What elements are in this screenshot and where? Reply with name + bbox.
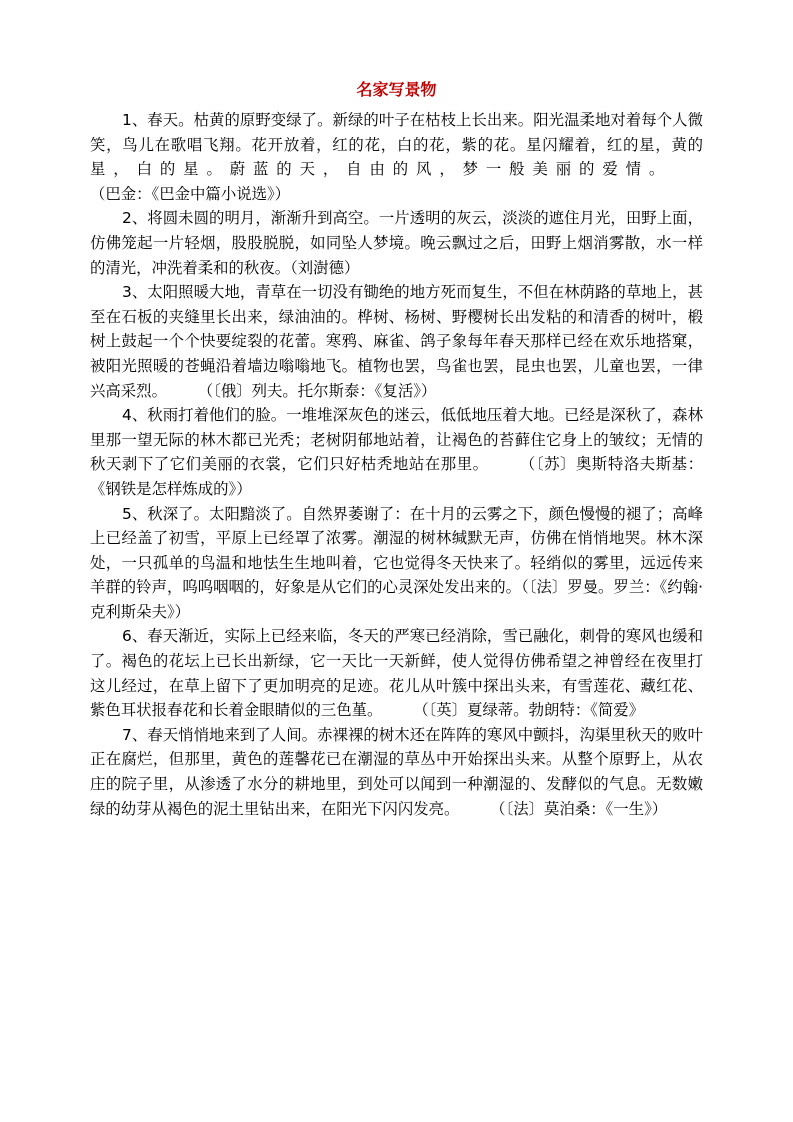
paragraph-source: （巴金：《巴金中篇小说选》） bbox=[90, 184, 291, 203]
document-body bbox=[90, 108, 703, 821]
paragraph-2 bbox=[90, 206, 703, 280]
paragraph-4 bbox=[90, 403, 703, 501]
paragraph-text: 7、春天悄悄地来到了人间。赤裸裸的树木还在阵阵的寒风中颤抖，沟渠里秋天的败叶正在腐烂，但那里，黄色的莲馨花已在潮湿的草丛中开始探出头来。从整个原野上，从农庄的院子里，从渗透了水分的耕地里，到处可以闻到一种潮湿的、发酵似的气息。无数嫩绿的幼芽从褐色的泥土里钻出来，在阳光下闪闪发亮。 bbox=[90, 725, 703, 818]
paragraph-text: 5、秋深了。太阳黯淡了。自然界萎谢了：在十月的云雾之下，颜色慢慢的褪了；高峰上已经盖了初雪，平原上已经罩了浓雾。潮湿的树林缄默无声，仿佛在悄悄地哭。林木深处，一只孤单的鸟温和地怯生生地叫着，它也觉得冬天快来了。轻绡似的雾里，远远传来羊群的铃声，呜呜咽咽的，好象是从它们的心灵深处发出来的。 bbox=[90, 504, 703, 597]
paragraph-text: 2、将圆未圆的明月，渐渐升到高空。一片透明的灰云，淡淡的遮住月光，田野上面，仿佛笼起一片轻烟，股股脱脱，如同坠人梦境。晚云飘过之后，田野上烟消雾散，水一样的清光，冲洗着柔和的秋夜。 bbox=[90, 209, 703, 277]
paragraph-source: （〔俄〕列夫。托尔斯泰：《复活》） bbox=[197, 381, 437, 400]
page-title: 名家写景物 bbox=[356, 80, 437, 99]
paragraph-text: 3、太阳照暖大地，青草在一切没有锄绝的地方死而复生，不但在林荫路的草地上，甚至在石板的夹缝里长出来，绿油油的。桦树、杨树、野樱树长出发粘的和清香的树叶，椴树上鼓起一个个快要绽裂的花蕾。寒鸦、麻雀、鸽子象每年春天那样已经在欢乐地搭窠，被阳光照暖的苍蝇沿着墙边嗡嗡地飞。植物也罢，鸟雀也罢，昆虫也罢，儿童也罢，一律兴高采烈。 bbox=[90, 283, 703, 400]
paragraph-text: 1、春天。枯黄的原野变绿了。新绿的叶子在枯枝上长出来。阳光温柔地对着每个人微笑，鸟儿在歌唱飞翔。花开放着，红的花，白的花，紫的花。星闪耀着，红的星，黄的星，白的星。蔚蓝的天，自由的风，梦一般美丽的爱情。 bbox=[90, 111, 703, 179]
paragraph-source: （〔英〕夏绿蒂。勃朗特：《简爱》 bbox=[413, 701, 645, 720]
paragraph-source: （刘澍德） bbox=[290, 258, 360, 277]
paragraph-5 bbox=[90, 502, 703, 625]
paragraph-1 bbox=[90, 108, 703, 206]
paragraph-source: （〔法〕罗曼。罗兰：《约翰·克利斯朵夫》） bbox=[90, 578, 703, 621]
paragraph-7 bbox=[90, 723, 703, 821]
paragraph-text: 4、秋雨打着他们的脸。一堆堆深灰色的迷云，低低地压着大地。已经是深秋了，森林里那一望无际的林木都已光秃；老树阴郁地站着，让褐色的苔藓住它身上的皱纹；无情的秋天剥下了它们美丽的衣裳，它们只好枯秃地站在那里。 bbox=[90, 406, 703, 474]
paragraph-6 bbox=[90, 624, 703, 722]
paragraph-source: （〔法〕莫泊桑：《一生》） bbox=[490, 799, 668, 818]
paragraph-source: （〔苏〕奥斯特洛夫斯基：《钢铁是怎样炼成的》） bbox=[90, 455, 703, 498]
paragraph-3 bbox=[90, 280, 703, 403]
paragraph-text: 6、春天渐近，实际上已经来临，冬天的严寒已经消除，雪已融化，刺骨的寒风也缓和了。褐色的花坛上已长出新绿，它一天比一天新鲜，使人觉得仿佛希望之神曾经在夜里打这儿经过，在草上留下了更加明亮的足迹。花儿从叶簇中探出头来，有雪莲花、藏红花、紫色耳状报春花和长着金眼睛似的三色堇。 bbox=[90, 627, 703, 720]
